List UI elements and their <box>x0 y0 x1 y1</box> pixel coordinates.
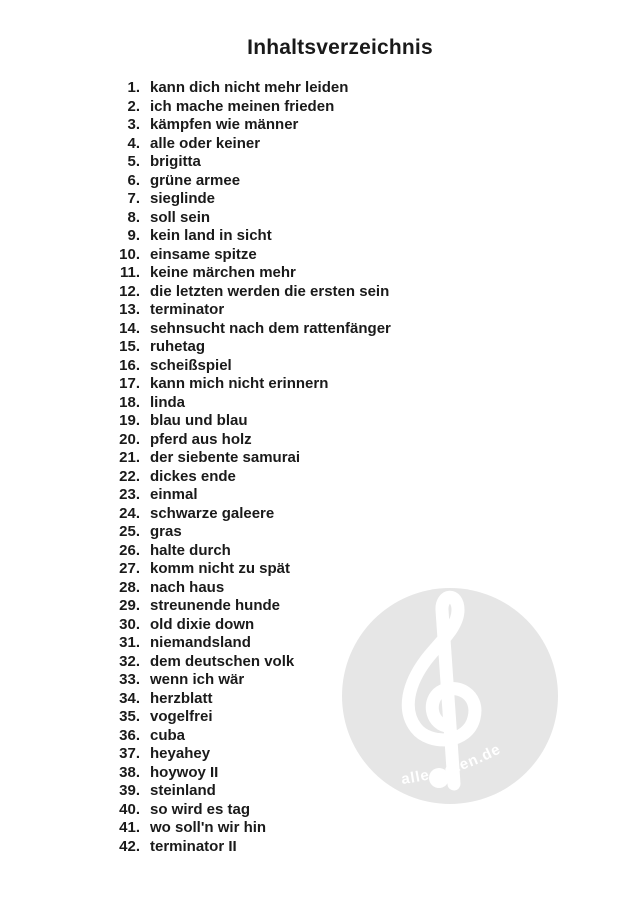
entry-number: 24. <box>119 504 140 522</box>
entry-number: 2. <box>127 97 140 115</box>
entry-title: gras <box>150 523 182 540</box>
entry-title: cuba <box>150 726 186 744</box>
list-item <box>110 764 391 783</box>
entry-title: steinland <box>150 782 216 799</box>
list-item <box>110 79 391 98</box>
entry-title: old dixie down <box>150 615 255 633</box>
watermark-text: alle-noten.de <box>400 740 504 789</box>
entry-title: herzblatt <box>150 689 213 707</box>
entry-number: 12. <box>119 282 140 300</box>
entry-title: scheißspiel <box>150 356 232 374</box>
entry-title: komm nicht zu spät <box>150 560 291 577</box>
entry-title: wenn ich wär <box>150 671 245 688</box>
entry-number: 38. <box>119 763 140 781</box>
list-item <box>110 468 391 487</box>
list-item <box>110 283 391 302</box>
entry-title: heyahey <box>150 745 211 762</box>
entry-number: 10. <box>119 245 140 263</box>
entry-number: 25. <box>119 523 140 540</box>
list-item <box>110 190 391 209</box>
entry-title: kämpfen wie männer <box>150 116 299 133</box>
entry-number: 42. <box>119 837 140 855</box>
entry-number: 15. <box>119 338 140 355</box>
entry-title: terminator II <box>150 837 237 855</box>
list-item <box>110 801 391 820</box>
list-item <box>110 449 391 468</box>
entry-number: 36. <box>119 726 140 744</box>
list-item <box>110 523 391 542</box>
entry-number: 37. <box>119 745 140 762</box>
entry-title: sehnsucht nach dem rattenfänger <box>150 319 391 337</box>
list-item <box>110 708 391 727</box>
list-item <box>110 579 391 598</box>
entry-title: soll sein <box>150 208 211 226</box>
entry-title: ruhetag <box>150 338 206 355</box>
entry-title: niemandsland <box>150 634 251 651</box>
entry-title: der siebente samurai <box>150 449 301 466</box>
entry-number: 39. <box>119 782 140 799</box>
list-item <box>110 412 391 431</box>
list-item <box>110 264 391 283</box>
entry-title: wo soll'n wir hin <box>150 819 267 836</box>
entry-title: pferd aus holz <box>150 430 252 448</box>
entry-title: kann mich nicht erinnern <box>150 375 329 392</box>
list-item <box>110 301 391 320</box>
list-item <box>110 671 391 690</box>
entry-number: 35. <box>119 708 140 725</box>
list-item <box>110 727 391 746</box>
entry-title: grüne armee <box>150 171 241 189</box>
list-item <box>110 431 391 450</box>
list-item <box>110 227 391 246</box>
entry-number: 41. <box>119 819 140 836</box>
list-item <box>110 560 391 579</box>
table-of-contents <box>110 79 391 856</box>
entry-number: 7. <box>127 190 140 207</box>
list-item <box>110 597 391 616</box>
entry-title: blau und blau <box>150 412 248 429</box>
entry-number: 31. <box>119 634 140 651</box>
entry-number: 32. <box>119 652 140 670</box>
entry-title: kein land in sicht <box>150 227 272 244</box>
list-item <box>110 320 391 339</box>
entry-number: 16. <box>119 356 140 374</box>
entry-title: schwarze galeere <box>150 504 275 522</box>
entry-number: 34. <box>119 689 140 707</box>
entry-number: 40. <box>119 800 140 818</box>
entry-title: die letzten werden die ersten sein <box>150 282 390 300</box>
list-item <box>110 153 391 172</box>
entry-title: terminator <box>150 301 225 318</box>
entry-title: brigitta <box>150 153 201 170</box>
entry-number: 22. <box>119 467 140 485</box>
list-item <box>110 357 391 376</box>
entry-title: dickes ende <box>150 467 236 485</box>
entry-title: keine märchen mehr <box>150 264 296 281</box>
entry-number: 4. <box>127 134 140 152</box>
list-item <box>110 116 391 135</box>
entry-title: ich mache meinen frieden <box>150 97 335 115</box>
entry-number: 28. <box>119 578 140 596</box>
entry-number: 1. <box>127 79 140 96</box>
list-item <box>110 782 391 801</box>
entry-number: 23. <box>119 486 140 503</box>
entry-title: sieglinde <box>150 190 216 207</box>
entry-title: einmal <box>150 486 198 503</box>
entry-number: 5. <box>127 153 140 170</box>
entry-number: 6. <box>127 171 140 189</box>
list-item <box>110 338 391 357</box>
list-item <box>110 505 391 524</box>
list-item <box>110 246 391 265</box>
entry-title: streunende hunde <box>150 597 281 614</box>
entry-number: 19. <box>119 412 140 429</box>
entry-title: vogelfrei <box>150 708 213 725</box>
list-item <box>110 394 391 413</box>
entry-number: 17. <box>119 375 140 392</box>
list-item <box>110 838 391 857</box>
entry-number: 27. <box>119 560 140 577</box>
entry-title: so wird es tag <box>150 800 251 818</box>
list-item <box>110 634 391 653</box>
list-item <box>110 172 391 191</box>
entry-title: einsame spitze <box>150 245 257 263</box>
entry-number: 8. <box>127 208 140 226</box>
list-item <box>110 135 391 154</box>
entry-title: linda <box>150 393 186 411</box>
page-title: Inhaltsverzeichnis <box>247 36 433 59</box>
entry-number: 33. <box>119 671 140 688</box>
entry-title: dem deutschen volk <box>150 652 295 670</box>
list-item <box>110 375 391 394</box>
entry-number: 3. <box>127 116 140 133</box>
entry-title: halte durch <box>150 541 231 559</box>
list-item <box>110 653 391 672</box>
list-item <box>110 616 391 635</box>
list-item <box>110 819 391 838</box>
entry-number: 11. <box>119 264 140 281</box>
entry-number: 29. <box>119 597 140 614</box>
entry-title: kann dich nicht mehr leiden <box>150 79 349 96</box>
entry-title: alle oder keiner <box>150 134 261 152</box>
list-item <box>110 745 391 764</box>
entry-title: hoywoy II <box>150 763 219 781</box>
entry-number: 13. <box>119 301 140 318</box>
entry-number: 9. <box>127 227 140 244</box>
list-item <box>110 209 391 228</box>
entry-number: 14. <box>119 319 140 337</box>
entry-number: 20. <box>119 430 140 448</box>
entry-number: 21. <box>119 449 140 466</box>
entry-title: nach haus <box>150 578 225 596</box>
list-item <box>110 542 391 561</box>
entry-number: 18. <box>119 393 140 411</box>
entry-number: 26. <box>119 541 140 559</box>
list-item <box>110 98 391 117</box>
list-item <box>110 486 391 505</box>
list-item <box>110 690 391 709</box>
entry-number: 30. <box>119 615 140 633</box>
